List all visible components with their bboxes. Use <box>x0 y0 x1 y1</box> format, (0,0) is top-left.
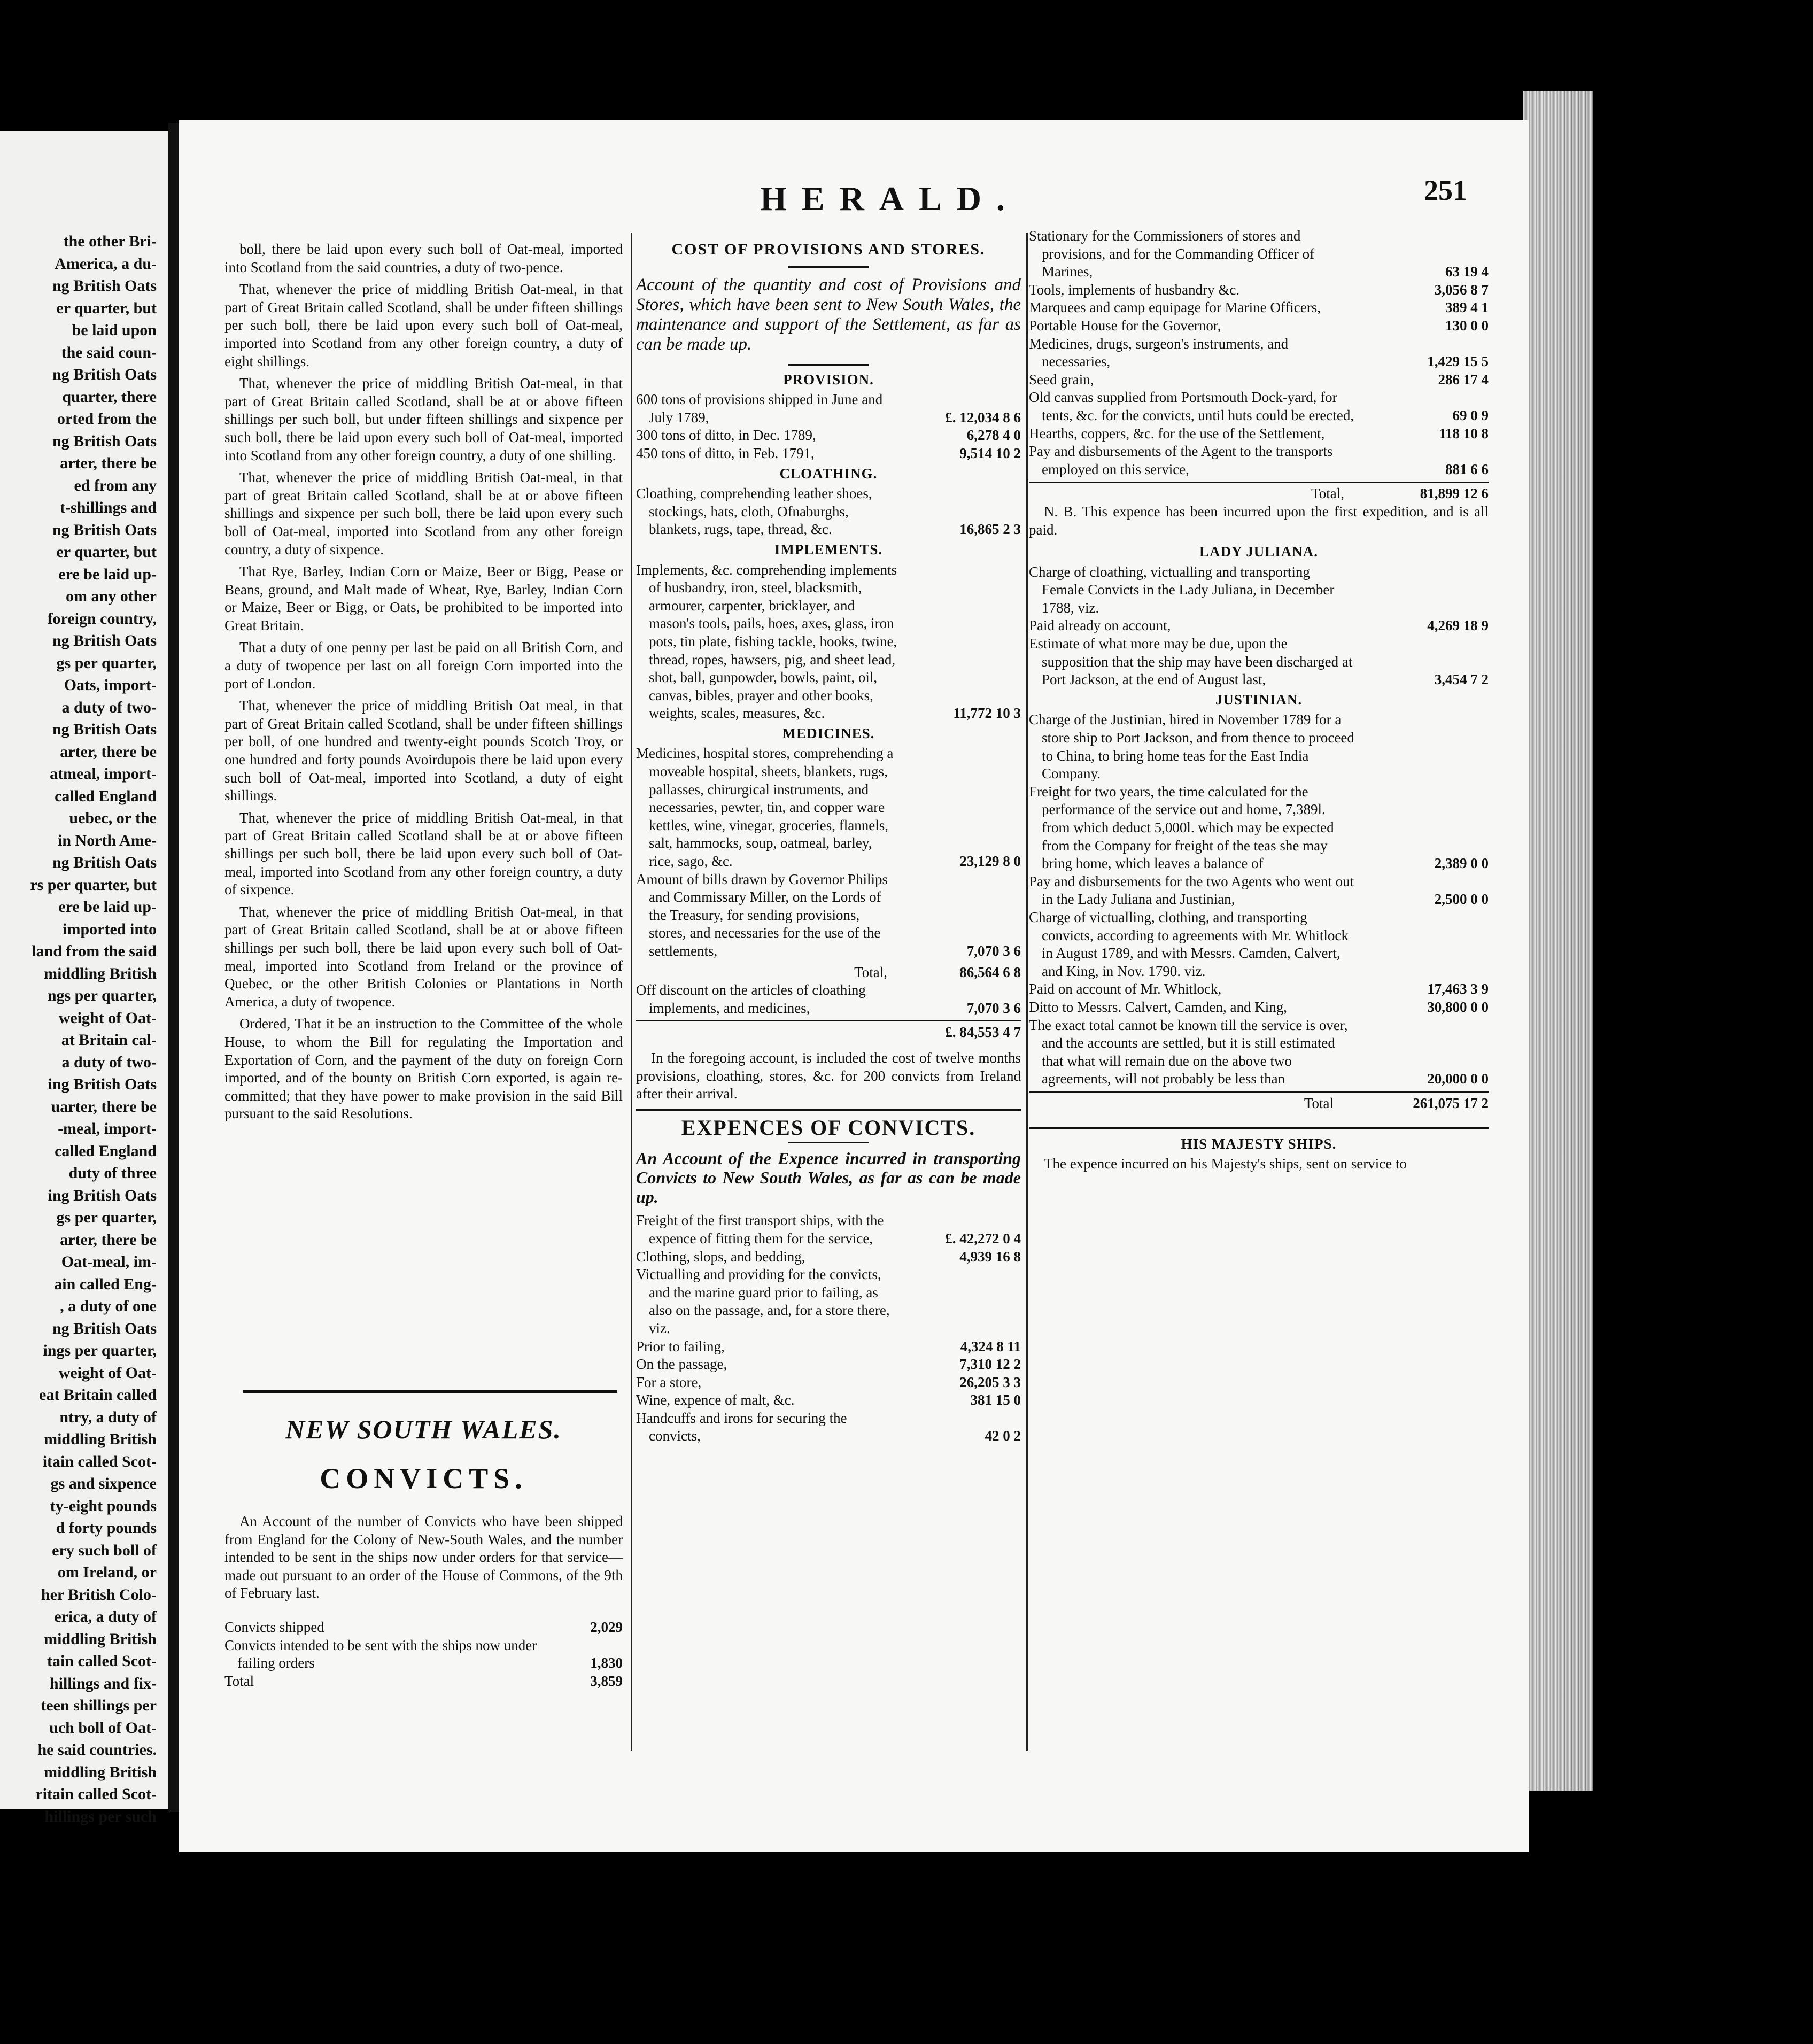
supplies-row <box>1029 425 1489 443</box>
supplies-row <box>1029 299 1489 317</box>
justinian-row-desc: The exact total cannot be known till the service is over, and the accounts are settled, but it is still estimated that what will remain due on the above two agreements, will not probably be less than <box>1029 1017 1348 1087</box>
nb-note: N. B. This expence has been incurred upon the first expedition, and is all paid. <box>1029 503 1489 538</box>
expences-row-amount: 42 0 2 <box>985 1428 1021 1444</box>
expences-row <box>636 1266 1021 1337</box>
left-page-line: foreign country, <box>47 609 157 628</box>
provision-row-amount: 9,514 10 2 <box>959 445 1021 461</box>
implements-row <box>636 561 1021 723</box>
left-page-line: ritain called Scot- <box>35 1785 157 1803</box>
provision-row-desc: 300 tons of ditto, in Dec. 1789, <box>636 427 816 444</box>
supplies-row-desc: Stationary for the Commissioners of stores and provisions, and for the Commanding Officer of Marines, <box>1029 228 1315 280</box>
left-page-line: quarter, there <box>62 388 157 406</box>
left-page-line: ed from any <box>74 476 157 494</box>
left-page-line: ing British Oats <box>48 1186 157 1204</box>
expences-row-amount: £. 42,272 0 4 <box>945 1230 1021 1246</box>
resolution-paragraph: That, whenever the price of middling British Oat-meal, in that part of great Britain called Scotland, shall be at or above fifteen shillings and sixpence per such boll, there be laid upon every such boll of Oat-meal, imported into Scotland from any other foreign country, a duty of sixpence. <box>224 469 623 558</box>
cloathing-row-desc: Cloathing, comprehending leather shoes, stockings, hats, cloth, Ofnaburghs, blankets, rugs, tape, thread, &c. <box>636 485 872 538</box>
expences-row-amount: 381 15 0 <box>970 1392 1021 1408</box>
divider <box>788 364 869 366</box>
expences-account-title: An Account of the Expence incurred in transporting Convicts to New South Wales, as far as can be made up. <box>636 1149 1021 1207</box>
left-page-line: her British Colo- <box>41 1585 157 1604</box>
left-page-line: eat Britain called <box>39 1386 157 1404</box>
convicts-row-amount: 3,859 <box>590 1673 623 1689</box>
supplies-row-amount: 118 10 8 <box>1438 425 1489 442</box>
supplies-row-desc: Hearths, coppers, &c. for the use of the Settlement, <box>1029 425 1325 442</box>
page-number: 251 <box>1424 174 1467 206</box>
left-page-line: Oat-meal, im- <box>61 1253 157 1271</box>
medicines-row <box>636 745 1021 870</box>
column-rule-2 <box>1026 233 1028 1751</box>
justinian-row-amount: 17,463 3 9 <box>1427 981 1489 997</box>
left-page-line: ery such boll of <box>52 1541 157 1559</box>
convicts-row <box>224 1619 623 1637</box>
convicts-intro: An Account of the number of Convicts who have been shipped from England for the Colony of New-South Wales, and the number intended to be sent in the ships now under orders for that service—made out pursuant to an order of the House of Commons, of the 9th of February last. <box>224 1513 623 1601</box>
convicts-title: CONVICTS. <box>320 1462 528 1495</box>
column-3 <box>1029 227 1489 1178</box>
left-page-line: ere be laid up- <box>58 565 157 583</box>
divider <box>636 1109 1021 1111</box>
left-page-line: weight of Oat- <box>58 1364 157 1382</box>
left-page-line: middling British <box>44 964 157 982</box>
justinian-row <box>1029 783 1489 873</box>
left-page-line: ng British Oats <box>52 277 157 295</box>
left-page-line: ng British Oats <box>52 432 157 450</box>
left-page-line: imported into <box>63 920 157 938</box>
left-page-line: a duty of two- <box>61 698 157 716</box>
justinian-row <box>1029 1017 1489 1088</box>
provision-row <box>636 445 1021 463</box>
provision-row-amount: 6,278 4 0 <box>966 427 1021 444</box>
expences-row-desc: Clothing, slops, and bedding, <box>636 1248 805 1265</box>
justinian-row <box>1029 711 1489 783</box>
left-page-line: er quarter, but <box>56 299 157 317</box>
provisions-title: COST OF PROVISIONS AND STORES. <box>671 241 986 258</box>
resolution-paragraph: Ordered, That it be an instruction to the Committee of the whole House, to whom the Bill for regulating the Importation and Exportation of Corn, and the payment of the duty on foreign Corn imported, and of the bounty on British Corn exported, is again re-committed; that they have power to make provision in the said Bill pursuant to the said Resolutions. <box>224 1016 623 1122</box>
supplies-row-amount: 389 4 1 <box>1445 299 1489 316</box>
supplies-total-row: Total, 81,899 12 6 <box>1029 482 1489 503</box>
supplies-table <box>1029 227 1489 478</box>
implements-row-amount: 11,772 10 3 <box>953 705 1021 722</box>
majesty-ships-text: The expence incurred on his Majesty's ships, sent on service to <box>1044 1156 1407 1172</box>
justinian-row-amount: 2,389 0 0 <box>1434 855 1489 872</box>
left-page-line: ere be laid up- <box>58 898 157 916</box>
resolution-paragraph: That Rye, Barley, Indian Corn or Maize, Beer or Bigg, Pease or Beans, ground, and Malt made of Wheat, Rye, Barley, Indian Corn or Maize, Beer or Bigg, or Oats, be prohibited to be imported into Great Britain. <box>224 563 623 633</box>
convicts-row-desc: Convicts shipped <box>224 1619 324 1635</box>
justinian-row <box>1029 980 1489 998</box>
convicts-section <box>224 1513 623 1690</box>
left-page-line: atmeal, import- <box>50 765 157 783</box>
supplies-row-amount: 3,056 8 7 <box>1434 281 1489 298</box>
left-page-line: gs per quarter, <box>56 654 157 672</box>
left-page-line: ing British Oats <box>48 1075 157 1093</box>
left-page-line: ng British Oats <box>52 1319 157 1337</box>
left-page-line: erica, a duty of <box>54 1608 157 1625</box>
supplies-row-desc: Marquees and camp equipage for Marine Officers, <box>1029 299 1321 316</box>
left-page-line: ty-eight pounds <box>50 1497 157 1515</box>
left-page-line: a duty of two- <box>61 1053 157 1071</box>
supplies-row <box>1029 335 1489 371</box>
supplies-row <box>1029 443 1489 478</box>
left-page-line: uebec, or the <box>69 809 157 827</box>
supplies-row-desc: Pay and disbursements of the Agent to the transports employed on this service, <box>1029 443 1333 477</box>
expences-row-desc: Wine, expence of malt, &c. <box>636 1392 795 1408</box>
left-page-line: middling British <box>44 1430 157 1448</box>
lady-juliana-row-amount: 4,269 18 9 <box>1427 617 1489 634</box>
supplies-row <box>1029 371 1489 389</box>
supplies-row <box>1029 227 1489 281</box>
running-head: HERALD. <box>760 180 1020 218</box>
left-page-line: ings per quarter, <box>43 1342 157 1359</box>
column-rule-1 <box>631 233 632 1751</box>
left-page-line: he said countries. <box>37 1741 157 1759</box>
expences-row <box>636 1212 1021 1248</box>
supplies-row <box>1029 281 1489 299</box>
majesty-ships-heading: HIS MAJESTY SHIPS. <box>1181 1135 1337 1152</box>
provision-row-amount: £. 12,034 8 6 <box>945 409 1021 425</box>
left-page-line: gs per quarter, <box>56 1209 157 1226</box>
left-page-line: ng British Oats <box>52 854 157 871</box>
provisions-total-row: Total, 86,564 6 8 <box>854 964 1021 980</box>
left-page-line: in North Ame- <box>58 831 157 849</box>
left-page-line: ngs per quarter, <box>47 987 157 1004</box>
net-total-row: £. 84,553 4 7 <box>636 1020 1021 1042</box>
supplies-row-amount: 69 0 9 <box>1452 407 1489 423</box>
left-page-line: Oats, import- <box>64 676 157 694</box>
divider <box>788 1142 869 1143</box>
cloathing-row-amount: 16,865 2 3 <box>959 521 1021 538</box>
expences-row-desc: Freight of the first transport ships, with the expence of fitting them for the service, <box>636 1212 884 1246</box>
lady-juliana-row-desc: Charge of cloathing, victualling and transporting Female Convicts in the Lady Juliana, in December 1788, viz. <box>1029 563 1335 616</box>
left-page-line: land from the said <box>32 942 157 960</box>
medicines-row-desc: Medicines, hospital stores, comprehending a moveable hospital, sheets, blankets, rugs, pallasses, chirurgical instruments, and necessaries, pewter, tin, and copper ware kettles, wine, vinegar, groceries, flannels, salt, hammocks, soup, oatmeal, barley, rice, sago, &c. <box>636 745 894 870</box>
resolution-paragraph: That a duty of one penny per last be paid on all British Corn, and a duty of twopence per last on all foreign Corn imported into the port of London. <box>224 639 623 692</box>
left-page-line: ain called Eng- <box>54 1275 157 1293</box>
left-page-line: arter, there be <box>60 454 157 472</box>
provision-table <box>636 391 1021 462</box>
medicines-row-amount: 23,129 8 0 <box>959 853 1021 870</box>
supplies-row-desc: Portable House for the Governor, <box>1029 317 1221 334</box>
supplies-row-desc: Medicines, drugs, surgeon's instruments, and necessaries, <box>1029 335 1289 370</box>
supplies-row-amount: 130 0 0 <box>1445 317 1489 334</box>
expences-row-desc: Handcuffs and irons for securing the convicts, <box>636 1410 847 1444</box>
lady-juliana-row-amount: 3,454 7 2 <box>1434 671 1489 688</box>
lady-juliana-row-desc: Paid already on account, <box>1029 617 1171 634</box>
resolution-paragraph: boll, there be laid upon every such boll of Oat-meal, imported into Scotland from the said countries, a duty of two-pence. <box>224 241 623 275</box>
left-page-line: orted from the <box>57 410 157 428</box>
lady-juliana-table <box>1029 563 1489 689</box>
left-page-line: tain called Scot- <box>47 1652 157 1670</box>
left-page-line: , a duty of one <box>60 1297 157 1315</box>
divider <box>1029 1127 1489 1129</box>
supplies-row-amount: 63 19 4 <box>1445 264 1489 280</box>
lady-juliana-row-desc: Estimate of what more may be due, upon the supposition that the ship may have been discharged at Port Jackson, at the end of August last, <box>1029 636 1353 688</box>
expences-table <box>636 1212 1021 1445</box>
left-page-line: be laid upon <box>72 321 157 339</box>
left-page-line: er quarter, but <box>56 543 157 561</box>
left-page-line: hillings and fix- <box>49 1674 157 1692</box>
supplies-row-desc: Old canvas supplied from Portsmouth Dock-yard, for tents, &c. for the convicts, until huts could be erected, <box>1029 389 1354 423</box>
nsw-top-rule <box>243 1390 617 1393</box>
left-page-line: gs and sixpence <box>50 1475 157 1492</box>
resolution-paragraph: That, whenever the price of middling British Oat-meal, in that part of Great Britain called Scotland shall be at or above fifteen shillings per such boll, there be laid upon every such boll of Oat-meal, imported into Scotland from any other foreign country, a duty of sixpence. <box>224 809 623 898</box>
main-page <box>179 120 1529 1852</box>
expences-row-desc: For a store, <box>636 1374 702 1390</box>
left-page-line: itain called Scot- <box>42 1452 157 1470</box>
resolution-paragraph: That, whenever the price of middling British Oat meal, in that part of Great Britain called Scotland, shall be under fifteen shillings per boll, of one hundred and twenty-eight pounds Scotch Troy, or one hundred and forty pounds Avoirdupois there be laid upon every such boll of Oat-meal, imported into Scotland, a duty of eight shillings. <box>224 698 623 804</box>
justinian-row <box>1029 909 1489 980</box>
medicines-row-amount: 7,070 3 6 <box>966 943 1021 959</box>
left-page-line: ng British Oats <box>52 632 157 649</box>
lady-juliana-row <box>1029 563 1489 617</box>
expences-row <box>636 1338 1021 1356</box>
discount-row: Off discount on the articles of cloathing implements, and medicines, 7,070 3 6 <box>636 982 1021 1016</box>
justinian-row-desc: Charge of victualling, clothing, and transporting convicts, according to agreements with Mr. Whitlock in August 1789, and with Messrs. Camden, Calvert, and King, in Nov. 1790. viz. <box>1029 909 1349 979</box>
expences-row-amount: 4,324 8 11 <box>960 1338 1021 1354</box>
justinian-row-amount: 20,000 0 0 <box>1427 1071 1489 1087</box>
justinian-row-desc: Freight for two years, the time calculated for the performance of the service out and home, 7,389l. from which deduct 5,000l. which may be expected from the Company for freight of the teas she may bring home, which leaves a balance of <box>1029 783 1334 872</box>
left-page-line: middling British <box>44 1763 157 1781</box>
left-page-line: t-shillings and <box>60 499 157 516</box>
left-page-line: middling British <box>44 1630 157 1648</box>
page-edge <box>1523 91 1593 1791</box>
left-page-line: the other Bri- <box>63 233 157 250</box>
expences-row <box>636 1356 1021 1374</box>
left-page-line: rs per quarter, but <box>30 876 157 894</box>
justinian-row <box>1029 873 1489 909</box>
column-1 <box>224 241 623 1127</box>
cloathing-table <box>636 485 1021 539</box>
lady-juliana-row <box>1029 635 1489 689</box>
provision-row-desc: 600 tons of provisions shipped in June and July 1789, <box>636 391 883 425</box>
provision-row-desc: 450 tons of ditto, in Feb. 1791, <box>636 445 815 461</box>
column-2 <box>636 241 1021 1445</box>
justinian-row-desc: Pay and disbursements for the two Agents who went out in the Lady Juliana and Justinian, <box>1029 873 1354 908</box>
left-page-line: -meal, import- <box>58 1120 157 1137</box>
left-page-line: ng British Oats <box>52 721 157 738</box>
expences-row <box>636 1374 1021 1392</box>
left-page-line: uarter, there be <box>51 1097 157 1116</box>
implements-table <box>636 561 1021 723</box>
supplies-row-amount: 1,429 15 5 <box>1427 353 1489 370</box>
medicines-table <box>636 745 1021 960</box>
supplies-row <box>1029 389 1489 424</box>
left-page-line: teen shillings per <box>41 1697 157 1714</box>
convicts-table <box>224 1619 623 1690</box>
left-page-line: America, a du- <box>55 254 157 273</box>
implements-heading: IMPLEMENTS. <box>774 541 883 558</box>
left-page-line: ntry, a duty of <box>59 1408 157 1426</box>
expences-row-amount: 7,310 12 2 <box>959 1356 1021 1373</box>
provision-heading: PROVISION. <box>783 371 874 388</box>
expences-title: EXPENCES OF CONVICTS. <box>681 1115 976 1140</box>
convicts-row <box>224 1637 623 1673</box>
left-page-line: d forty pounds <box>56 1519 157 1537</box>
grand-total-row: Total 261,075 17 2 <box>1029 1091 1489 1113</box>
left-page-line: called England <box>55 1142 157 1160</box>
supplies-row-desc: Seed grain, <box>1029 371 1094 388</box>
supplies-row <box>1029 317 1489 335</box>
expences-row-desc: Prior to failing, <box>636 1338 725 1354</box>
convicts-row-amount: 1,830 <box>590 1655 623 1671</box>
justinian-row-desc: Charge of the Justinian, hired in November 1789 for a store ship to Port Jackson, and from thence to proceed to China, to bring home teas for the East India Company. <box>1029 711 1354 782</box>
supplies-row-desc: Tools, implements of husbandry &c. <box>1029 281 1240 298</box>
provision-row <box>636 427 1021 445</box>
justinian-row-desc: Paid on account of Mr. Whitlock, <box>1029 981 1222 997</box>
resolution-paragraph: That, whenever the price of middling British Oat-meal, in that part of Great Britain called Scotland, shall be under fifteen shillings per such boll, there be laid upon every such boll of Oat-meal, imported into Scotland from any other foreign country, a duty of eight shillings. <box>224 281 623 369</box>
expences-row-amount: 4,939 16 8 <box>959 1248 1021 1265</box>
foregoing-note: In the foregoing account, is included the cost of twelve months provisions, cloathing, stores, &c. for 200 convicts from Ireland after their arrival. <box>636 1049 1021 1102</box>
left-page-line: om any other <box>66 587 157 605</box>
lady-juliana-row <box>1029 617 1489 635</box>
left-page-line: arter, there be <box>60 742 157 761</box>
expences-row-amount: 26,205 3 3 <box>959 1374 1021 1390</box>
expences-row <box>636 1248 1021 1266</box>
left-page-line: arter, there be <box>60 1230 157 1249</box>
left-page-line: uch boll of Oat- <box>49 1718 157 1737</box>
left-page-line: the said coun- <box>61 343 157 361</box>
cloathing-row <box>636 485 1021 539</box>
convicts-row-amount: 2,029 <box>590 1619 623 1635</box>
expences-row-desc: Victualling and providing for the convicts, and the marine guard prior to failing, as also on the passage, and, for a store there, viz. <box>636 1266 890 1336</box>
justinian-row-desc: Ditto to Messrs. Calvert, Camden, and King, <box>1029 998 1287 1015</box>
left-page-line: ng British Oats <box>52 366 157 383</box>
medicines-row-desc: Amount of bills drawn by Governor Philips and Commissary Miller, on the Lords of the Treasury, for sending provisions, stores, and necessaries for the use of the settlements, <box>636 871 888 959</box>
expences-row-desc: On the passage, <box>636 1356 727 1373</box>
nsw-title: NEW SOUTH WALES. <box>285 1414 562 1444</box>
justinian-table <box>1029 711 1489 1088</box>
expences-row <box>636 1391 1021 1410</box>
col1-paragraphs <box>224 241 623 1123</box>
provision-row <box>636 391 1021 427</box>
divider <box>788 266 869 268</box>
left-page-line: ng British Oats <box>52 521 157 539</box>
provisions-account-title: Account of the quantity and cost of Provisions and Stores, which have been sent to New South Wales, the maintenance and support of the Settlement, as far as can be made up. <box>636 275 1021 354</box>
supplies-row-amount: 286 17 4 <box>1438 371 1489 388</box>
implements-row-desc: Implements, &c. comprehending implements of husbandry, iron, steel, blacksmith, armourer, carpenter, bricklayer, and mason's tools, pails, hoes, axes, glass, iron pots, tin plate, fishing tackle, hooks, twine, thread, ropes, hawsers, pig, and sheet lead, shot, ball, gunpowder, bowls, paint, oil, canvas, bibles, prayer and other books, weights, scales, measures, &c. <box>636 561 897 722</box>
cloathing-heading: CLOATHING. <box>779 465 878 482</box>
left-page-line: weight of Oat- <box>58 1009 157 1027</box>
medicines-heading: MEDICINES. <box>782 725 875 741</box>
medicines-row <box>636 871 1021 961</box>
justinian-heading: JUSTINIAN. <box>1215 691 1303 708</box>
justinian-row-amount: 2,500 0 0 <box>1434 891 1489 908</box>
supplies-row-amount: 881 6 6 <box>1445 461 1489 477</box>
left-page-line: duty of three <box>68 1164 157 1182</box>
left-page-line: at Britain cal- <box>61 1031 157 1049</box>
left-page-line: hillings per such <box>44 1807 157 1825</box>
left-page-line: om Ireland, or <box>57 1563 157 1581</box>
convicts-row <box>224 1673 623 1691</box>
resolution-paragraph: That, whenever the price of middling British Oat-meal, in that part of Great Britain called Scotland, shall be at or above fifteen shillings per such boll, there be laid upon every such boll of Oat-meal, imported into Scotland from Ireland or the province of Quebec, or the other British Colonies or Plantations in North America, a duty of twopence. <box>224 903 623 1010</box>
lady-juliana-heading: LADY JULIANA. <box>1199 544 1318 560</box>
resolution-paragraph: That, whenever the price of middling British Oat-meal, in that part of Great Britain called Scotland, shall be at or above fifteen shillings per such boll, but under fifteen shillings and sixpence per such boll, there be laid upon every such boll of Oat-meal, imported into Scotland from any other foreign country, a duty of one shilling. <box>224 375 623 463</box>
justinian-row <box>1029 998 1489 1017</box>
left-facing-page <box>0 131 168 1825</box>
convicts-row-desc: Total <box>224 1673 254 1689</box>
justinian-row-amount: 30,800 0 0 <box>1427 998 1489 1015</box>
left-page-line: called England <box>55 787 157 805</box>
convicts-row-desc: Convicts intended to be sent with the ships now under failing orders <box>224 1637 537 1671</box>
expences-row <box>636 1410 1021 1445</box>
